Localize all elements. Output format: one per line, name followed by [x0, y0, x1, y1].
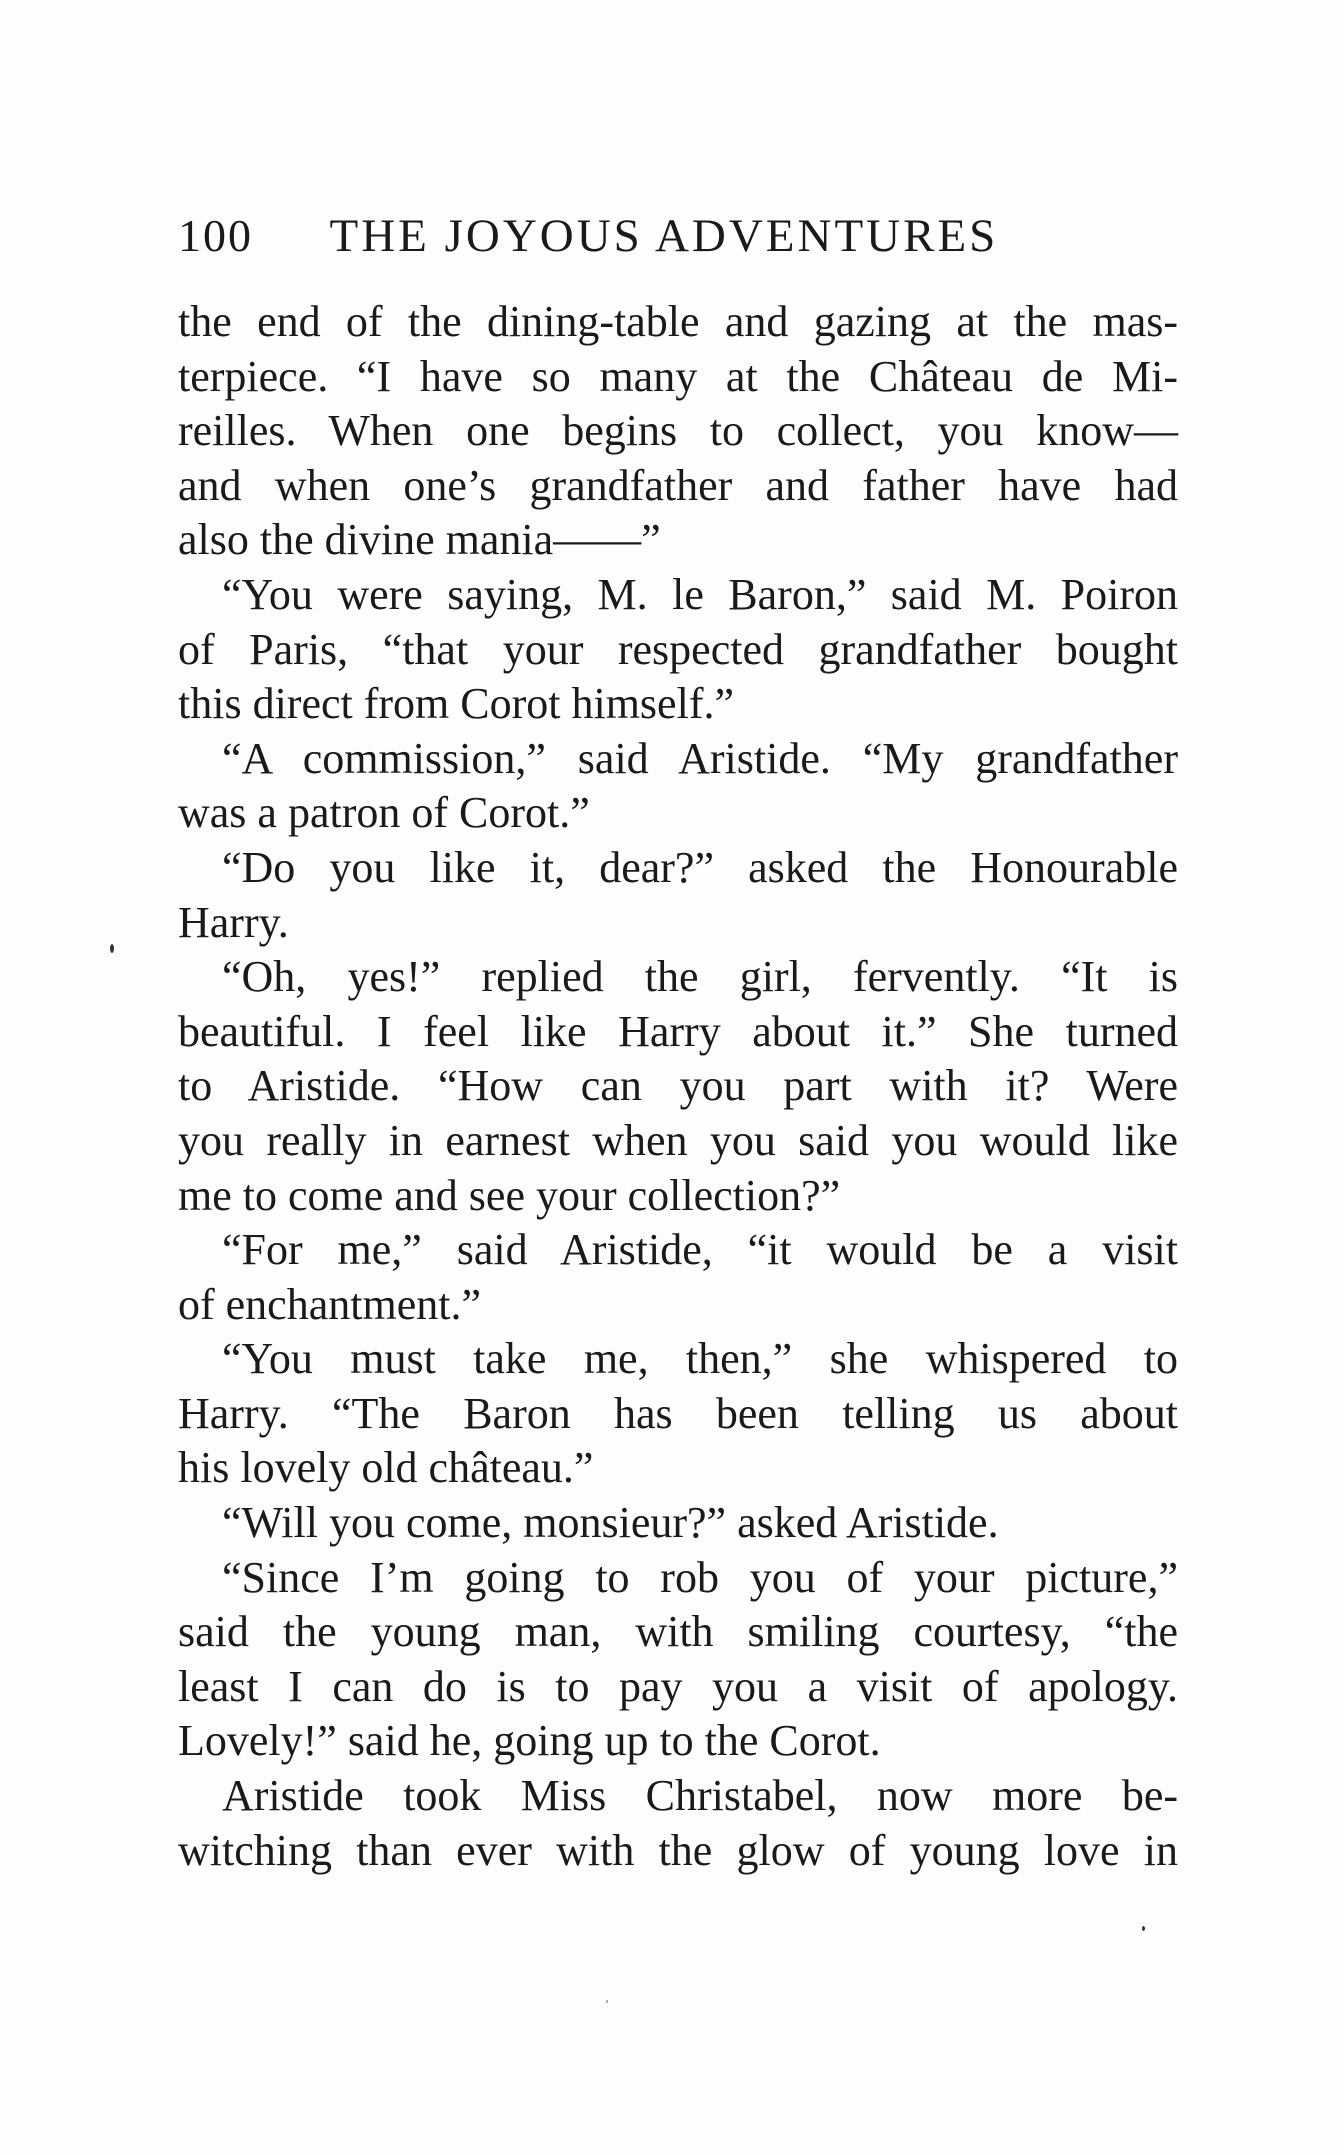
ink-speck — [110, 944, 114, 953]
text-line: witching than ever with the glow of young love in — [178, 1825, 1178, 1875]
text-line: me to come and see your collection?” — [178, 1170, 841, 1220]
text-line: said the young man, with smiling courtesy, “the — [178, 1607, 1178, 1657]
text-line: “A commission,” said Aristide. “My grandfather — [222, 733, 1178, 783]
text-line: Aristide took Miss Christabel, now more be- — [222, 1771, 1178, 1821]
text-line: of enchantment.” — [178, 1279, 481, 1329]
page-number: 100 — [178, 210, 253, 261]
text-line: reilles. When one begins to collect, you know— — [178, 406, 1178, 456]
text-line: Lovely!” said he, going up to the Corot. — [178, 1716, 881, 1766]
text-line: “Do you like it, dear?” asked the Honourable — [222, 842, 1178, 892]
text-line: you really in earnest when you said you would like — [178, 1115, 1178, 1165]
text-line: and when one’s grandfather and father have had — [178, 460, 1178, 510]
text-line: was a patron of Corot.” — [178, 788, 590, 838]
text-line: the end of the dining-table and gazing at the mas- — [178, 297, 1178, 346]
text-line: “Oh, yes!” replied the girl, fervently. “It is — [222, 952, 1178, 1002]
text-line: to Aristide. “How can you part with it? Were — [178, 1061, 1178, 1111]
text-line: beautiful. I feel like Harry about it.” She turned — [178, 1006, 1178, 1056]
text-line: “For me,” said Aristide, “it would be a visit — [222, 1225, 1178, 1275]
text-line: “You were saying, M. le Baron,” said M. Poiron — [222, 569, 1178, 619]
text-line: “Will you come, monsieur?” asked Aristide. — [222, 1498, 999, 1548]
text-line: also the divine mania——” — [178, 515, 661, 565]
text-line: Harry. “The Baron has been telling us about — [178, 1388, 1178, 1438]
text-line: “You must take me, then,” she whispered to — [222, 1334, 1178, 1384]
text-line: his lovely old château.” — [178, 1443, 594, 1493]
text-line: Harry. — [178, 897, 289, 947]
page-header — [178, 206, 1178, 266]
text-line: this direct from Corot himself.” — [178, 679, 734, 729]
running-head: THE JOYOUS ADVENTURES — [329, 210, 999, 262]
body-text — [178, 295, 1178, 1878]
text-line: least I can do is to pay you a visit of apology. — [178, 1661, 1178, 1711]
text-line: of Paris, “that your respected grandfather bought — [178, 624, 1178, 674]
ink-speck — [606, 2000, 608, 2003]
text-line: terpiece. “I have so many at the Château de Mi- — [178, 351, 1178, 401]
ink-speck — [1142, 1926, 1145, 1931]
text-line: “Since I’m going to rob you of your picture,” — [222, 1552, 1178, 1602]
